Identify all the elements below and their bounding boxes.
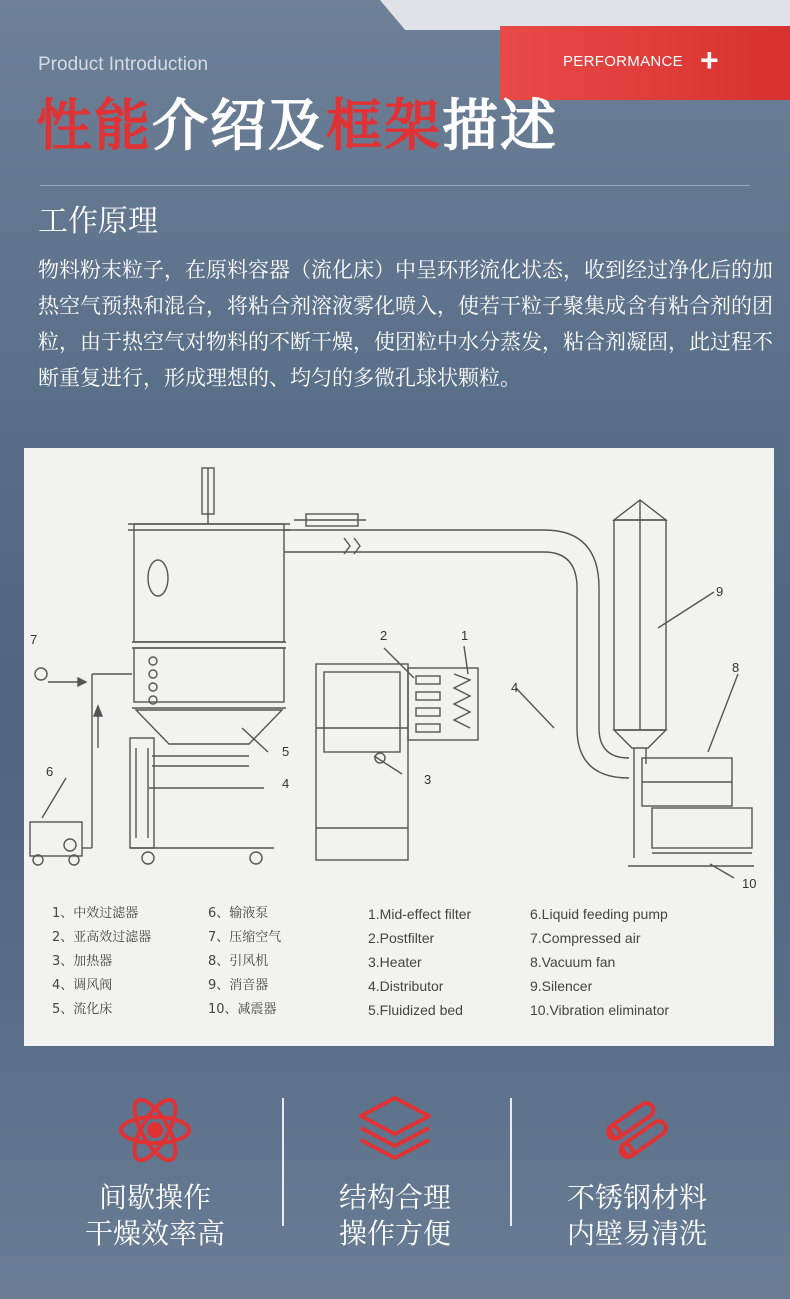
feature-intermittent: [30, 1090, 280, 1252]
legend-item: 7、压缩空气: [208, 930, 282, 945]
divider-line: [40, 185, 750, 186]
legend-item: 6.Liquid feeding pump: [530, 906, 668, 922]
legend-item: 1、中效过滤器: [52, 906, 139, 921]
callout-4: 4: [511, 680, 519, 695]
legend-item: 5、流化床: [52, 1002, 113, 1017]
feature-line2: 内壁易清洗: [566, 1217, 707, 1250]
layers-icon: [355, 1090, 435, 1170]
title-part-4: 描述: [442, 94, 558, 159]
pipes-icon: [597, 1090, 677, 1170]
legend-cn-col1: [52, 902, 151, 1022]
section-title: 工作原理: [38, 204, 158, 239]
legend-item: 7.Compressed air: [530, 930, 641, 946]
feature-stainless: [512, 1090, 762, 1252]
callout-4b: 4: [282, 776, 290, 791]
legend-item: 4.Distributor: [368, 978, 444, 994]
callout-8: 8: [732, 660, 740, 675]
callout-3: 3: [424, 772, 432, 787]
equipment-diagram: [24, 448, 774, 1046]
legend-item: 1.Mid-effect filter: [368, 906, 472, 922]
page-subtitle: Product Introduction: [38, 54, 209, 75]
legend-item: 8、引风机: [208, 954, 269, 969]
feature-structure: [270, 1090, 520, 1252]
section-paragraph: 物料粉末粒子，在原料容器（流化床）中呈环形流化状态，收到经过净化后的加热空气预热和混合，将粘合剂溶液雾化喷入，使若干粒子聚集成含有粘合剂的团粒，由于热空气对物料的不断干燥，使团粒中水分蒸发，粘合剂凝固，此过程不断重复进行，形成理想的、均匀的多微孔球状颗粒。: [38, 258, 773, 390]
callout-2: 2: [380, 628, 388, 643]
legend-item: 2、亚高效过滤器: [52, 930, 152, 945]
legend-item: 10.Vibration eliminator: [530, 1002, 670, 1018]
page-title: [36, 92, 558, 162]
callout-10: 10: [742, 876, 757, 891]
legend-en-col1: [368, 902, 471, 1022]
title-part-3: 框架: [326, 94, 442, 159]
feature-line1: 间歇操作: [98, 1181, 211, 1214]
performance-label: PERFORMANCE: [563, 53, 683, 70]
legend-cn-col2: [208, 902, 281, 1022]
legend-item: 3、加热器: [52, 954, 113, 969]
legend-item: 6、输液泵: [208, 906, 269, 921]
legend-en-col2: [530, 902, 669, 1022]
plus-icon: +: [700, 42, 719, 78]
legend-item: 3.Heater: [368, 954, 422, 970]
legend-item: 9.Silencer: [530, 978, 593, 994]
callout-1: 1: [461, 628, 469, 643]
callout-7: 7: [30, 632, 38, 647]
legend-item: 9、消音器: [208, 978, 269, 993]
callout-9: 9: [716, 584, 724, 599]
legend-item: 8.Vacuum fan: [530, 954, 616, 970]
title-part-1: 性能: [36, 94, 152, 159]
legend-item: 4、调风阀: [52, 978, 113, 993]
legend-item: 5.Fluidized bed: [368, 1002, 463, 1018]
feature-line1: 不锈钢材料: [566, 1181, 707, 1214]
callout-6: 6: [46, 764, 54, 779]
legend-item: 10、减震器: [208, 1002, 277, 1017]
callout-5: 5: [282, 744, 290, 759]
title-part-2: 介绍及: [152, 94, 326, 159]
feature-line1: 结构合理: [338, 1181, 451, 1214]
atom-icon: [115, 1090, 195, 1170]
feature-line2: 操作方便: [338, 1217, 451, 1250]
feature-line2: 干燥效率高: [84, 1217, 225, 1250]
legend-item: 2.Postfilter: [368, 930, 435, 946]
